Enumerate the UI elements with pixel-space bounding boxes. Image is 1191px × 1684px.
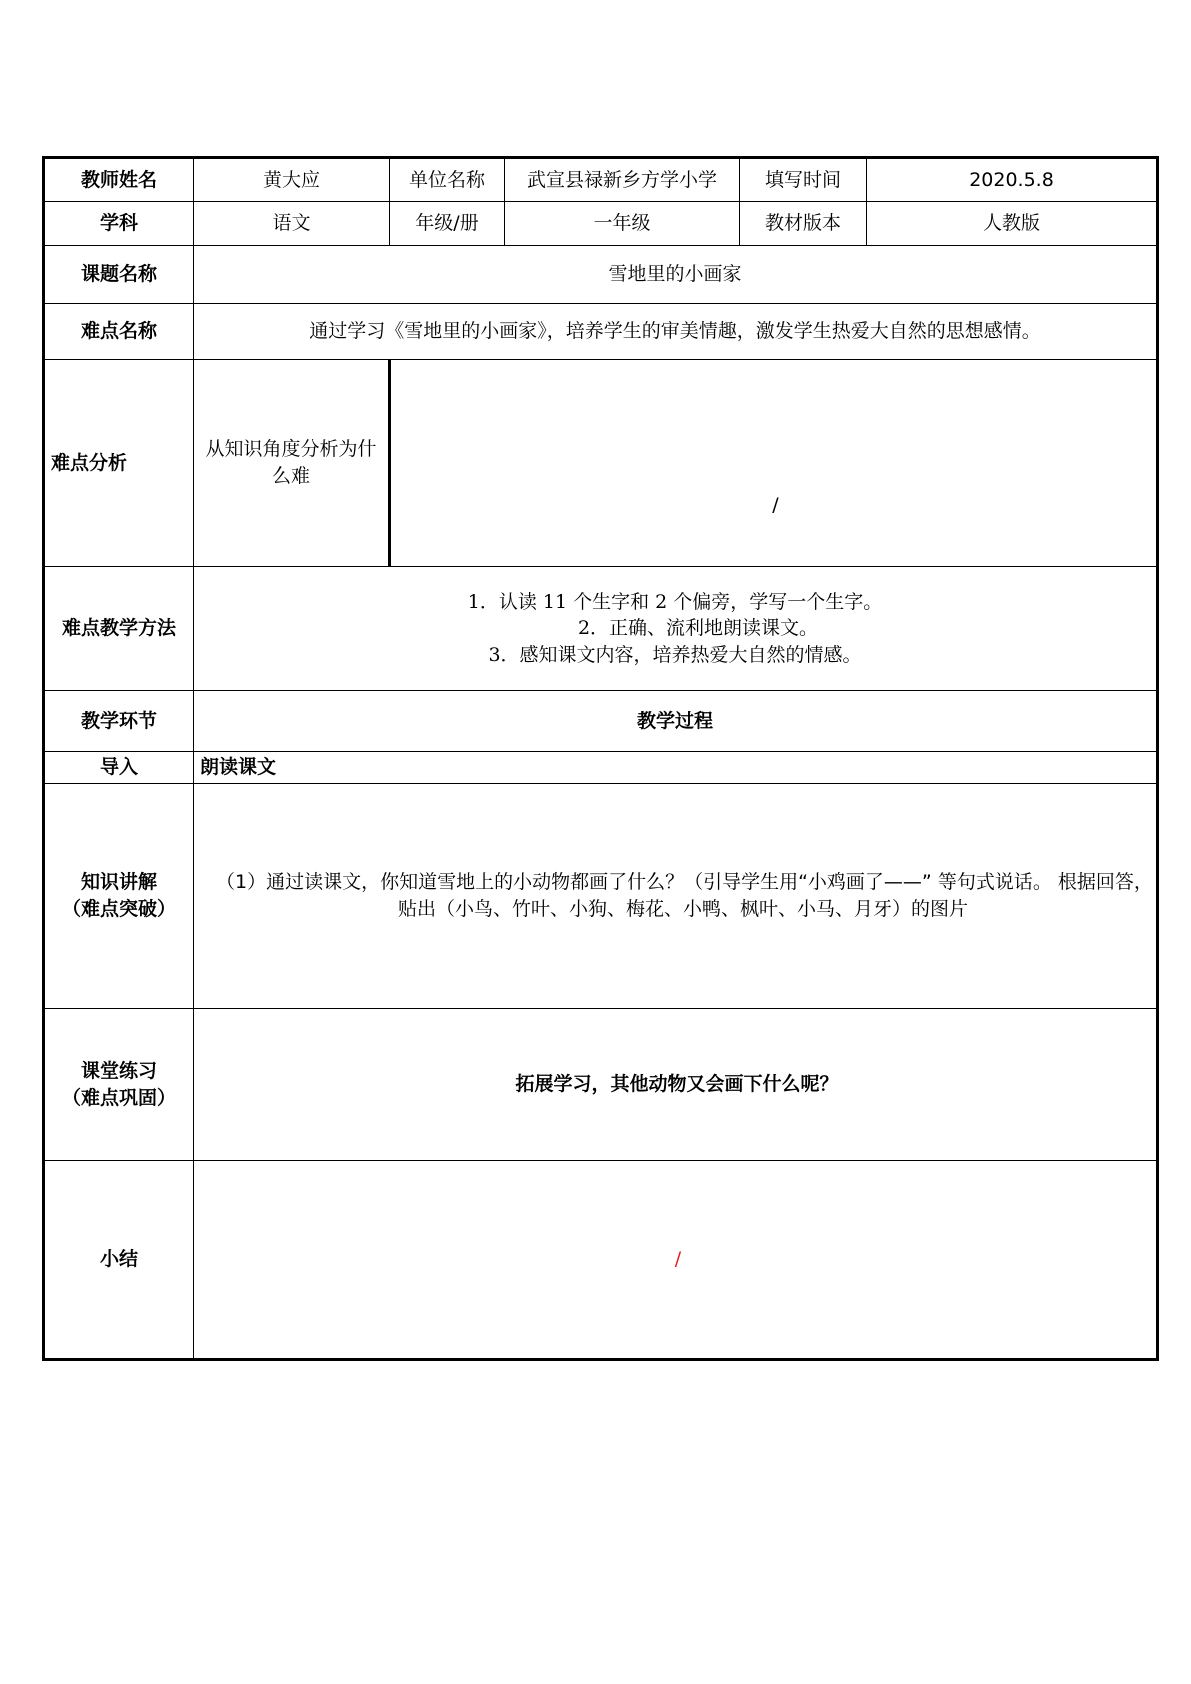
- difficulty-row: [44, 304, 1158, 360]
- method-line-3: 3．感知课文内容，培养热爱大自然的情感。: [488, 643, 862, 666]
- explanation-line-1: （1）通过读课文，你知道雪地上的小动物都画了什么？（引导学生用“小鸡画了——” 等句式说话。 根据回答，: [216, 871, 1153, 894]
- grade-value: 一年级: [505, 202, 740, 246]
- difficulty-value: 通过学习《雪地里的小画家》，培养学生的审美情趣，激发学生热爱大自然的思想感情。: [194, 304, 1158, 360]
- date-label: 填写时间: [740, 158, 867, 202]
- unit-label: 单位名称: [390, 158, 505, 202]
- method-label: 难点教学方法: [44, 567, 194, 691]
- stage-label: 教学环节: [44, 691, 194, 752]
- analysis-row: [44, 360, 1158, 567]
- explanation-label-line-1: 知识讲解: [80, 871, 157, 894]
- method-content: [194, 567, 1158, 691]
- practice-label: [44, 1009, 194, 1161]
- explanation-line-2: 贴出（小鸟、竹叶、小狗、梅花、小鸭、枫叶、小马、月牙）的图片: [398, 898, 969, 920]
- process-header-row: [44, 691, 1158, 752]
- topic-label: 课题名称: [44, 246, 194, 304]
- difficulty-label: 难点名称: [44, 304, 194, 360]
- practice-label-line-1: 课堂练习: [80, 1059, 157, 1082]
- subject-label: 学科: [44, 202, 194, 246]
- practice-value: 拓展学习，其他动物又会画下什么呢？: [194, 1009, 1158, 1161]
- summary-row: [44, 1161, 1158, 1360]
- date-value: 2020.5.8: [867, 158, 1158, 202]
- analysis-value: /: [390, 360, 1158, 567]
- intro-value: 朗读课文: [194, 752, 1158, 784]
- topic-value: 雪地里的小画家: [194, 246, 1158, 304]
- practice-label-line-2: （难点巩固）: [61, 1086, 176, 1109]
- summary-label: 小结: [44, 1161, 194, 1360]
- lesson-plan-table: [42, 156, 1159, 1361]
- subject-value: 语文: [194, 202, 390, 246]
- teacher-label: 教师姓名: [44, 158, 194, 202]
- intro-label: 导入: [44, 752, 194, 784]
- process-label: 教学过程: [194, 691, 1158, 752]
- teacher-name: 黄大应: [194, 158, 390, 202]
- method-line-2: 2．正确、流利地朗读课文。: [577, 617, 819, 640]
- explanation-label: [44, 784, 194, 1009]
- analysis-sub-label: 从知识角度分析为什么难: [194, 360, 390, 567]
- summary-value: /: [194, 1161, 1158, 1360]
- explanation-label-line-2: （难点突破）: [61, 898, 176, 920]
- intro-row: [44, 752, 1158, 784]
- edition-label: 教材版本: [740, 202, 867, 246]
- explanation-content: [194, 784, 1158, 1009]
- header-row-1: [44, 158, 1158, 202]
- edition-value: 人教版: [867, 202, 1158, 246]
- unit-name: 武宣县禄新乡方学小学: [505, 158, 740, 202]
- header-row-2: [44, 202, 1158, 246]
- practice-row: [44, 1009, 1158, 1161]
- grade-label: 年级/册: [390, 202, 505, 246]
- lesson-plan-sheet: [42, 156, 1156, 1364]
- topic-row: [44, 246, 1158, 304]
- method-row: [44, 567, 1158, 691]
- analysis-label: 难点分析: [44, 360, 194, 567]
- method-line-1: 1．认读 11 个生字和 2 个偏旁，学写一个生字。: [467, 590, 883, 613]
- explanation-row: [44, 784, 1158, 1009]
